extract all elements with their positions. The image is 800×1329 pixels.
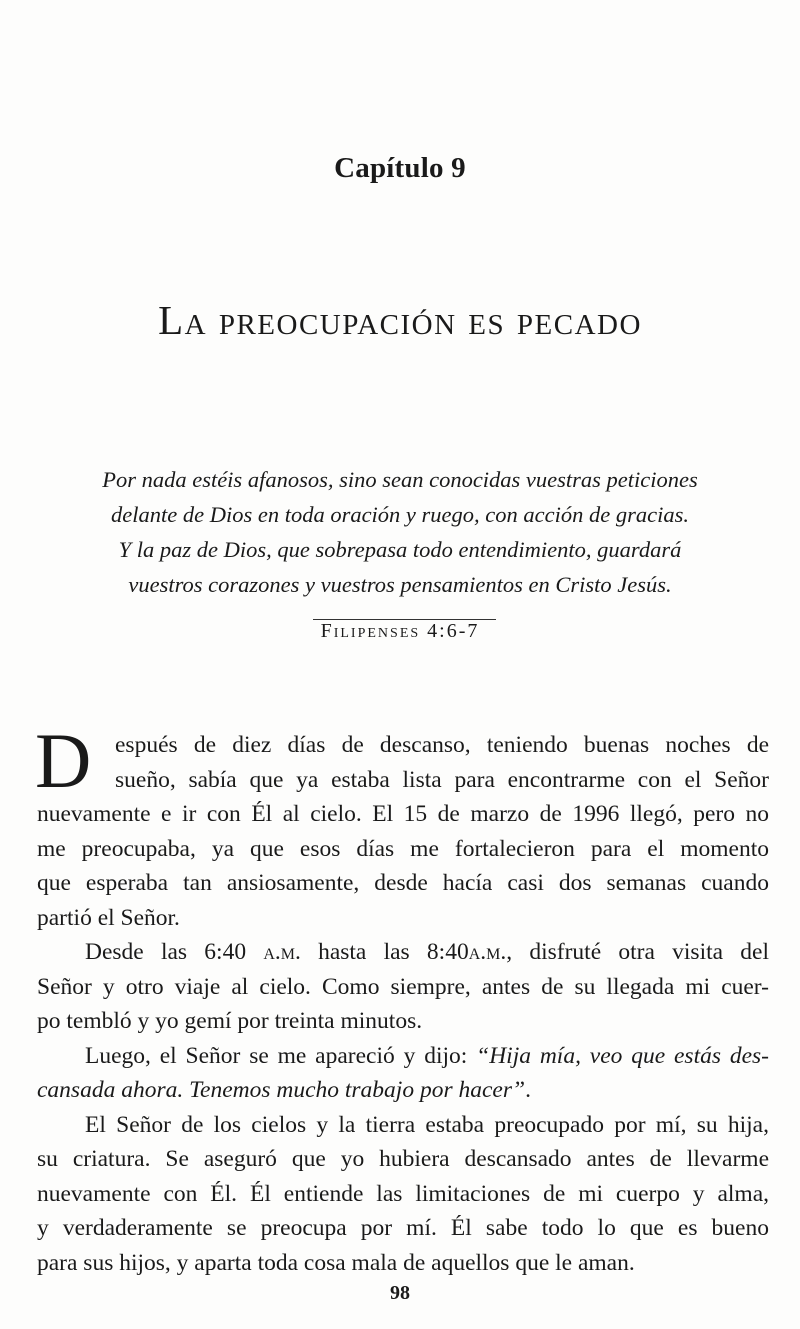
- paragraph: [37, 1039, 769, 1108]
- text-line: Señor y otro viaje al cielo. Como siempre, antes de su llegada mi cuer-: [37, 973, 769, 1000]
- paragraph: [37, 1108, 769, 1281]
- quote-fragment: “Hija mía, veo que estás des-: [476, 1042, 769, 1069]
- text-line: [37, 1073, 769, 1108]
- chapter-label: Capítulo 9: [334, 152, 466, 184]
- text-fragment: Desde las 6:40: [85, 939, 264, 965]
- text-fragment: , disfruté otra visita del: [506, 939, 769, 965]
- paragraph: [35, 717, 769, 935]
- epigraph: [80, 462, 720, 602]
- body-text: [35, 717, 769, 1280]
- text-line: nuevamente con Él. Él entiende las limitaciones de mi cuerpo y alma,: [37, 1180, 769, 1207]
- text-line: [37, 1039, 769, 1074]
- epigraph-line: Por nada estéis afanosos, sino sean conocidas vuestras peticiones: [102, 467, 698, 492]
- epigraph-line: Y la paz de Dios, que sobrepasa todo entendimiento, guardará: [118, 537, 682, 562]
- drop-cap: D: [35, 717, 92, 804]
- time-suffix: a.m.: [468, 939, 507, 965]
- text-fragment: .: [525, 1077, 531, 1103]
- epigraph-line: vuestros corazones y vuestros pensamientos en Cristo Jesús.: [128, 572, 672, 597]
- text-line: El Señor de los cielos y la tierra estaba preocupado por mí, su hija,: [85, 1111, 769, 1138]
- text-line: nuevamente e ir con Él al cielo. El 15 de marzo de 1996 llegó, pero no: [37, 801, 769, 827]
- text-line: partió el Señor.: [37, 904, 180, 931]
- text-line: para sus hijos, y aparta toda cosa mala de aquellos que le aman.: [37, 1249, 635, 1276]
- text-line: po tembló y yo gemí por treinta minutos.: [37, 1008, 423, 1034]
- page-number: 98: [390, 1282, 410, 1304]
- scripture-reference: Filipenses 4:6-7: [320, 620, 480, 642]
- paragraph: [37, 935, 769, 1039]
- text-line: [37, 935, 769, 970]
- time-suffix: a.m.: [263, 939, 301, 965]
- text-fragment: Luego, el Señor se me apareció y dijo:: [85, 1042, 477, 1069]
- text-fragment: hasta las 8:40: [300, 939, 469, 965]
- text-line: me preocupaba, ya que esos días me fortalecieron para el momento: [37, 835, 769, 862]
- chapter-title: La preocupación es pecado: [158, 297, 642, 343]
- text-line: y verdaderamente se preocupa por mí. Él sabe todo lo que es bueno: [37, 1215, 769, 1241]
- text-line: sueño, sabía que ya estaba lista para encontrarme con el Señor: [115, 766, 769, 793]
- text-line: espués de diez días de descanso, teniendo buenas noches de: [115, 732, 769, 758]
- epigraph-line: delante de Dios en toda oración y ruego, con acción de gracias.: [110, 502, 689, 527]
- text-line: que esperaba tan ansiosamente, desde hacía casi dos semanas cuando: [37, 870, 769, 896]
- text-line: su criatura. Se aseguró que yo hubiera descansado antes de llevarme: [37, 1146, 769, 1172]
- quote-fragment: cansada ahora. Tenemos mucho trabajo por hacer”: [37, 1077, 526, 1103]
